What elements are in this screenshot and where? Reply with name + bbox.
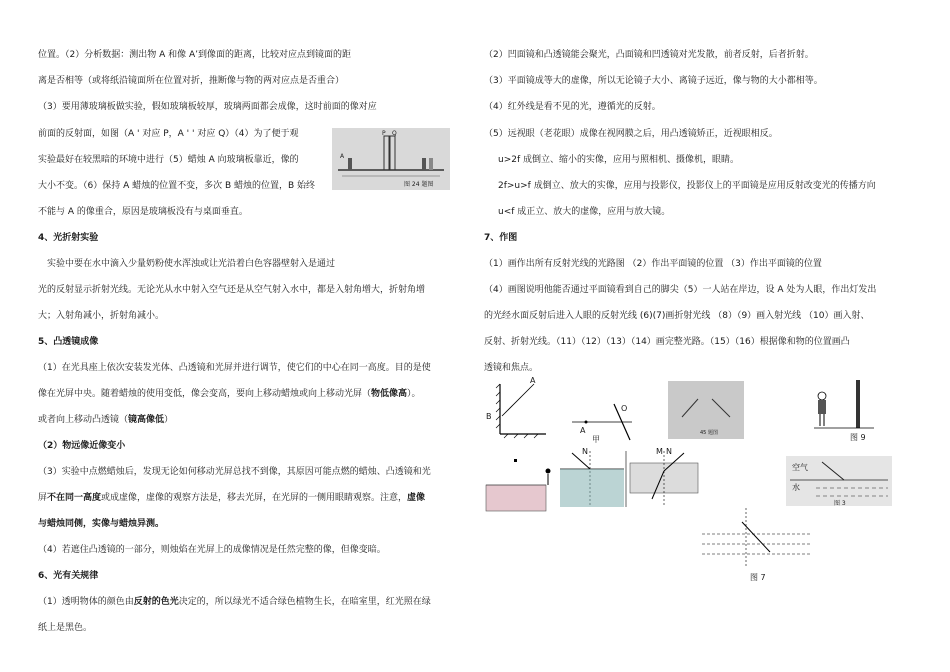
para-line: 的光经水面反射后进入人眼的反射光线 (6)(7)画折射光线 （8）（9）画入射光线 （10）画入射、 (484, 311, 870, 321)
para-line: 大；入射角减小，折射角减小。 (38, 311, 165, 321)
para-line: （3）要用薄玻璃板做实验，假如玻璃板较厚，玻璃两面都会成像，这时前面的像对应 (38, 102, 377, 112)
label-n: N (582, 447, 588, 456)
para-line: 位置。（2）分析数据：测出物 A 和像 A’到像面的距离，比较对应点到镜面的距 (38, 50, 351, 60)
para-line: 2f>u>f 成倒立、放大的实像，应用与投影仪，投影仪上的平面镜是应用反射改变光的传播方向 (498, 181, 876, 191)
figure-reflection-rays (484, 376, 644, 446)
label-a: A (530, 376, 536, 385)
para-line: u>2f 成倒立、缩小的实像，应用与照相机、摄像机，眼睛。 (498, 155, 740, 165)
figure-7-refraction (702, 508, 812, 582)
para-line: 纸上是黑色。 (38, 623, 93, 633)
para-line: （1）透明物体的颜色由反射的色光决定的，所以绿光不适合绿色植物生长，在暗室里，红光照在绿 (38, 597, 431, 607)
figure-24-mirror-experiment (332, 128, 450, 190)
para-line: 实验中要在水中滴入少量奶粉使水浑浊或让光沿着白色容器壁射入是通过 (47, 259, 336, 269)
figure-refraction-strip (560, 447, 700, 511)
figure-45-photo (668, 381, 744, 439)
figure-9-person-mirror (814, 380, 874, 442)
para-line: 反射、折射光线。（11）（12）（13）（14）画完整光路。（15）（16）根据像和物的位置画凸 (484, 337, 850, 347)
section-heading: 5、凸透镜成像 (38, 337, 99, 347)
svg-text:A: A (340, 153, 345, 160)
label-m: M (656, 447, 663, 456)
para-line: （1）在光具座上依次安装发光体、凸透镜和光屏并进行调节，使它们的中心在同一高度。目的是使 (38, 363, 431, 373)
label-a2: A (580, 426, 586, 435)
figure-caption: 图 24 题图 (404, 181, 434, 188)
figure-3-air-water (786, 456, 892, 506)
para-line: 或者向上移动凸透镜（镜高像低） (38, 415, 174, 425)
para-line: （3）实验中点燃蜡烛后，发现无论如何移动光屏总找不到像，其原因可能点燃的蜡烛、凸透镜和光 (38, 467, 431, 477)
para-line: 屏不在同一高度或成虚像，虚像的观察方法是，移去光屏，在光屏的一侧用眼睛观察。注意，虚像 (38, 493, 426, 503)
para-line: （1）画作出所有反射光线的光路图 （2）作出平面镜的位置 （3）作出平面镜的位置 (484, 259, 822, 269)
sub-heading: （2）物远像近像变小 (38, 441, 126, 451)
label-b: B (486, 412, 492, 421)
para-line: （4）若遮住凸透镜的一部分，则烛焰在光屏上的成像情况是任然完整的像，但像变暗。 (38, 545, 386, 555)
section-heading: 6、光有关规律 (38, 571, 99, 581)
para-line: u<f 成正立、放大的虚像，应用与放大镜。 (498, 207, 671, 217)
label-n2: N (666, 447, 672, 456)
para-line: （3）平面镜成等大的虚像，所以无论镜子大小、离镜子远近，像与物的大小都相等。 (484, 76, 823, 86)
figure-caption: 图 3 (834, 500, 846, 507)
label-jia: 甲 (592, 435, 600, 444)
figure-caption: 图 9 (850, 433, 866, 442)
label-air: 空气 (792, 463, 808, 472)
para-line: 前面的反射面，如图（A ' 对应 P，A ' ' 对应 Q）（4）为了便于观 (38, 129, 299, 139)
para-line: 像在光屏中央。随着蜡烛的使用变低，像会变高，要向上移动蜡烛或向上移动光屏（物低像高）。 (38, 389, 421, 399)
figure-lamp-pool (484, 455, 554, 515)
label-o: O (621, 404, 628, 413)
para-line: （4）画图说明他能否通过平面镜看到自己的脚尖（5）一人站在岸边，设 A 处为人眼，作出灯发出 (484, 285, 877, 295)
para-line: （4）红外线是看不见的光，遵循光的反射。 (484, 102, 661, 112)
para-line: 实验最好在较黑暗的环境中进行（5）蜡烛 A 向玻璃板靠近，像的 (38, 155, 299, 165)
figure-caption: 图 7 (750, 573, 766, 582)
section-heading: 4、光折射实验 (38, 233, 99, 243)
para-line: 大小不变。（6）保持 A 蜡烛的位置不变，多次 B 蜡烛的位置，B 始终 (38, 181, 316, 191)
para-line: 离是否相等（或将纸沿镜面所在位置对折，推断像与物的两对应点是否重合） (38, 76, 345, 86)
para-line: 与蜡烛同侧，实像与蜡烛异测。 (38, 519, 165, 529)
para-line: 透镜和焦点。 (484, 363, 539, 373)
para-line: 光的反射显示折射光线。无论光从水中射入空气还是从空气射入水中，都是入射角增大，折射角增 (38, 285, 426, 295)
svg-text:P: P (382, 130, 386, 137)
svg-text:Q: Q (392, 130, 397, 137)
figure-caption: 45 题图 (700, 430, 718, 436)
para-line: （5）远视眼（老花眼）成像在视网膜之后，用凸透镜矫正，近视眼相反。 (484, 129, 778, 139)
section-heading: 7、作图 (484, 233, 518, 243)
label-water: 水 (792, 483, 800, 492)
para-line: 不能与 A 的像重合，原因是玻璃板没有与桌面垂直。 (38, 207, 248, 217)
para-line: （2）凹面镜和凸透镜能会聚光，凸面镜和凹透镜对光发散，前者反射，后者折射。 (484, 50, 814, 60)
